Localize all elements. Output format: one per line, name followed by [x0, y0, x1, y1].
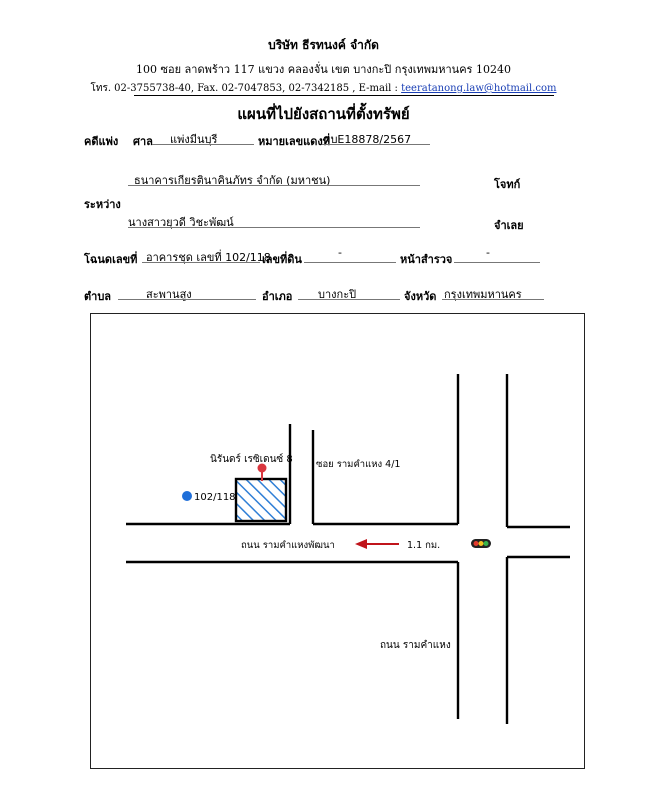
contact-email-link[interactable]: teeratanong.law@hotmail.com — [401, 83, 557, 94]
company-name: บริษัท ธีรทนงค์ จำกัด — [268, 38, 379, 52]
district-value: บางกะปิ — [318, 288, 357, 301]
province-value: กรุงเทพมหานคร — [444, 288, 522, 301]
page-title: แผนที่ไปยังสถานที่ตั้งทรัพย์ — [237, 105, 410, 123]
map-canvas — [91, 314, 586, 770]
survey-label: หน้าสำรวจ — [400, 253, 453, 266]
defendant-label: จำเลย — [494, 219, 524, 232]
company-contact — [0, 81, 647, 96]
red-no-value: ผบE18878/2567 — [324, 133, 412, 146]
between-label: ระหว่าง — [84, 198, 121, 211]
court-label: ศาล — [133, 135, 153, 148]
subdistrict-value: สะพานสูง — [146, 288, 192, 301]
land-no-value: - — [338, 246, 342, 259]
plaintiff-underline — [128, 185, 420, 186]
distance-label: 1.1 กม. — [407, 540, 441, 551]
land-no-underline — [304, 262, 396, 263]
company-address: 100 ซอย ลาดพร้าว 117 แขวง คลองจั่น เขต บางกะปิ กรุงเทพมหานคร 10240 — [136, 63, 511, 76]
traffic-light-green — [484, 541, 489, 546]
court-underline — [152, 144, 254, 145]
unit-number-label: 102/118 — [194, 492, 236, 503]
deed-label: โฉนดเลขที่ — [84, 253, 138, 266]
survey-underline — [454, 262, 540, 263]
main-road-label: ถนน รามคำแหงพัฒนา — [241, 540, 335, 551]
building-name-label: นิรันดร์ เรซิเดนซ์ 8 — [210, 454, 293, 465]
province-underline — [442, 299, 544, 300]
subdistrict-underline — [118, 299, 256, 300]
road-lines — [126, 374, 570, 724]
defendant-underline — [128, 227, 420, 228]
district-label: อำเภอ — [262, 290, 293, 303]
subdistrict-label: ตำบล — [84, 290, 112, 303]
soi-label: ซอย รามคำแหง 4/1 — [316, 459, 401, 470]
unit-dot-icon — [182, 491, 192, 501]
survey-value: - — [486, 246, 490, 259]
province-label: จังหวัด — [404, 290, 437, 303]
property-building — [236, 479, 286, 521]
traffic-light-yellow — [479, 541, 484, 546]
plaintiff-label: โจทก์ — [494, 178, 521, 191]
land-no-label: เลขที่ดิน — [262, 253, 302, 266]
court-value: แพ่งมีนบุรี — [170, 133, 218, 146]
defendant-name: นางสาวยุวดี วิชะพัฒน์ — [128, 216, 234, 229]
civil-case-label: คดีแพ่ง — [84, 135, 119, 148]
cross-road-label: ถนน รามคำแหง — [380, 640, 451, 651]
deed-value: อาคารชุด เลขที่ 102/118 — [146, 251, 271, 264]
contact-phone-fax: โทร. 02-3755738-40, Fax. 02-7047853, 02-7342185 , E-mail : — [90, 83, 402, 94]
location-map — [90, 313, 585, 769]
direction-arrow-icon — [355, 539, 367, 549]
deed-underline — [142, 262, 260, 263]
red-no-underline — [322, 144, 430, 145]
traffic-light-red — [474, 541, 479, 546]
header-divider — [134, 95, 554, 96]
plaintiff-name: ธนาคารเกียรตินาคินภัทร จำกัด (มหาชน) — [134, 174, 331, 187]
district-underline — [298, 299, 400, 300]
red-no-label: หมายเลขแดงที่ — [258, 135, 330, 148]
